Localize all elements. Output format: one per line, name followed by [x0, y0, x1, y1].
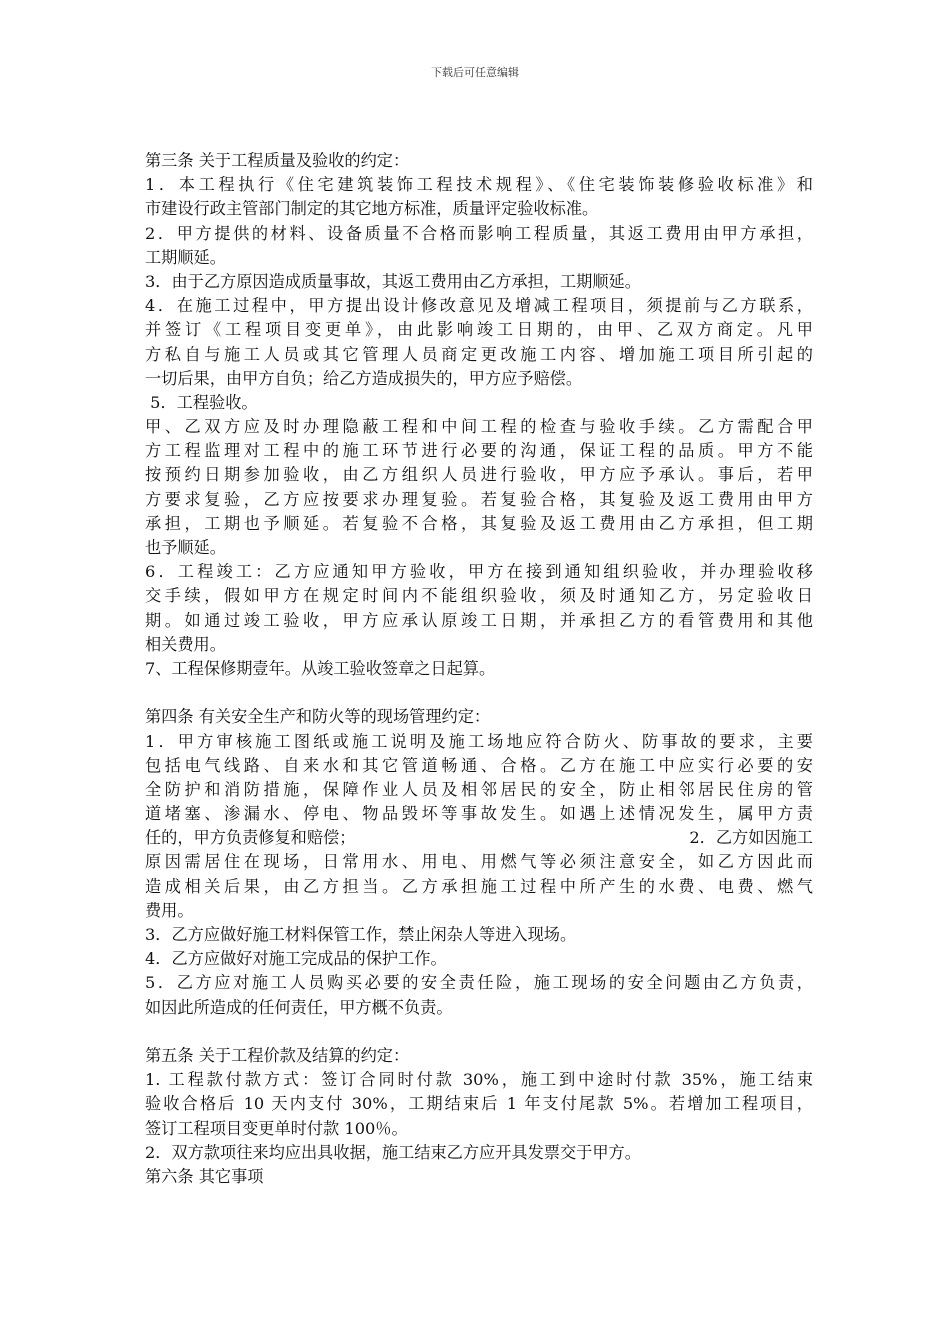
article-4-split-left: 任的，甲方负责修复和赔偿；: [145, 828, 356, 848]
article-3-line: 相关费用。: [145, 634, 226, 654]
article-3-line: 方要求复验，乙方应按要求办理复验。若复验合格，其复验及返工费用由甲方: [145, 489, 813, 509]
article-3-line: 方工程监理对工程中的施工环节进行必要的沟通，保证工程的品质。甲方不能: [145, 441, 813, 461]
article-4-line: 1．甲方审核施工图纸或施工说明及施工场地应符合防火、防事故的要求，主要: [145, 731, 813, 751]
article-3-line: 5．工程验收。: [145, 392, 258, 412]
article-3-line: 7、工程保修期壹年。从竣工验收签章之日起算。: [145, 658, 496, 678]
article-4-line: 费用。: [145, 900, 194, 920]
article-3-title: 第三条 关于工程质量及验收的约定：: [145, 151, 410, 170]
article-3-line: 并签订《工程项目变更单》，由此影响竣工日期的，由甲、乙双方商定。凡甲: [145, 320, 813, 340]
section-gap: [145, 1020, 813, 1044]
article-3-line: 也予顺延。: [145, 538, 226, 557]
article-3-line: 交手续，假如甲方在规定时间内不能组织验收，须及时通知乙方，另定验收日: [145, 586, 813, 606]
article-5-line: 2．双方款项往来均应出具收据，施工结束乙方应开具发票交于甲方。: [145, 1142, 641, 1162]
article-5-line: 验收合格后 10 天内支付 30%，工期结束后 1 年支付尾款 5%。若增加工程项目，: [145, 1094, 813, 1114]
article-4-line: 5．乙方应对施工人员购买必要的安全责任险，施工现场的安全问题由乙方负责，: [145, 973, 813, 993]
article-4-line: 全防护和消防措施，保障作业人员及相邻居民的安全，防止相邻居民住房的管: [145, 779, 813, 799]
article-4-line: 4．乙方应做好对施工完成品的保护工作。: [145, 949, 447, 969]
article-4-line: 道堵塞、渗漏水、停电、物品毁坏等事故发生。如遇上述情况发生，属甲方责: [145, 804, 813, 824]
article-3-line: 按预约日期参加验收，由乙方组织人员进行验收，甲方应予承认。事后，若甲: [145, 465, 813, 485]
article-4-split-right: 2．乙方如因施工: [689, 828, 813, 848]
article-3-line: 承担，工期也予顺延。若复验不合格，其复验及返工费用由乙方承担，但工期: [145, 513, 813, 533]
article-5-title: 第五条 关于工程价款及结算的约定：: [145, 1045, 410, 1065]
article-3-line: 甲、乙双方应及时办理隐蔽工程和中间工程的检查与验收手续。乙方需配合甲: [145, 417, 813, 437]
article-3-line: 6．工程竣工：乙方应通知甲方验收，甲方在接到通知组织验收，并办理验收移: [145, 562, 813, 582]
article-4-split-line: [145, 826, 813, 850]
article-3-line: 工期顺延。: [145, 247, 226, 267]
document-body: [145, 149, 813, 1189]
article-3-line: 方私自与施工人员或其它管理人员商定更改施工内容、增加施工项目所引起的: [145, 344, 813, 364]
article-4-title: 第四条 有关安全生产和防火等的现场管理约定：: [145, 707, 491, 727]
article-5-line: 1. 工程款付款方式：签订合同时付款 30%，施工到中途时付款 35%，施工结束: [145, 1070, 813, 1090]
article-3-line: 3．由于乙方原因造成质量事故，其返工费用由乙方承担，工期顺延。: [145, 271, 641, 291]
article-3-line: 一切后果，由甲方自负；给乙方造成损失的，甲方应予赔偿。: [145, 368, 583, 388]
article-4-line: 原因需居住在现场，日常用水、用电、用燃气等必须注意安全，如乙方因此而: [145, 852, 813, 872]
page-header-note: 下载后可任意编辑: [431, 66, 519, 79]
article-5-line: 签订工程项目变更单时付款 100％。: [145, 1118, 408, 1138]
article-6-title: 第六条 其它事项: [145, 1166, 264, 1186]
article-3-line: 期。如通过竣工验收，甲方应承认原竣工日期，并承担乙方的看管费用和其他: [145, 610, 813, 630]
article-3-line: 1．本工程执行《住宅建筑装饰工程技术规程》、《住宅装饰装修验收标准》和: [145, 175, 813, 195]
article-4-line: 3．乙方应做好施工材料保管工作，禁止闲杂人等进入现场。: [145, 925, 577, 944]
section-gap: [145, 681, 813, 705]
article-4-line: 包括电气线路、自来水和其它管道畅通、合格。乙方在施工中应实行必要的安: [145, 755, 813, 775]
article-3-line: 2．甲方提供的材料、设备质量不合格而影响工程质量，其返工费用由甲方承担，: [145, 223, 813, 243]
article-4-line: 造成相关后果，由乙方担当。乙方承担施工过程中所产生的水费、电费、燃气: [145, 876, 813, 896]
article-3-line: 市建设行政主管部门制定的其它地方标准，质量评定验收标准。: [145, 199, 599, 219]
article-4-line: 如因此所造成的任何责任，甲方概不负责。: [145, 997, 453, 1017]
article-3-line: 4．在施工过程中，甲方提出设计修改意见及增减工程项目，须提前与乙方联系，: [145, 296, 813, 316]
